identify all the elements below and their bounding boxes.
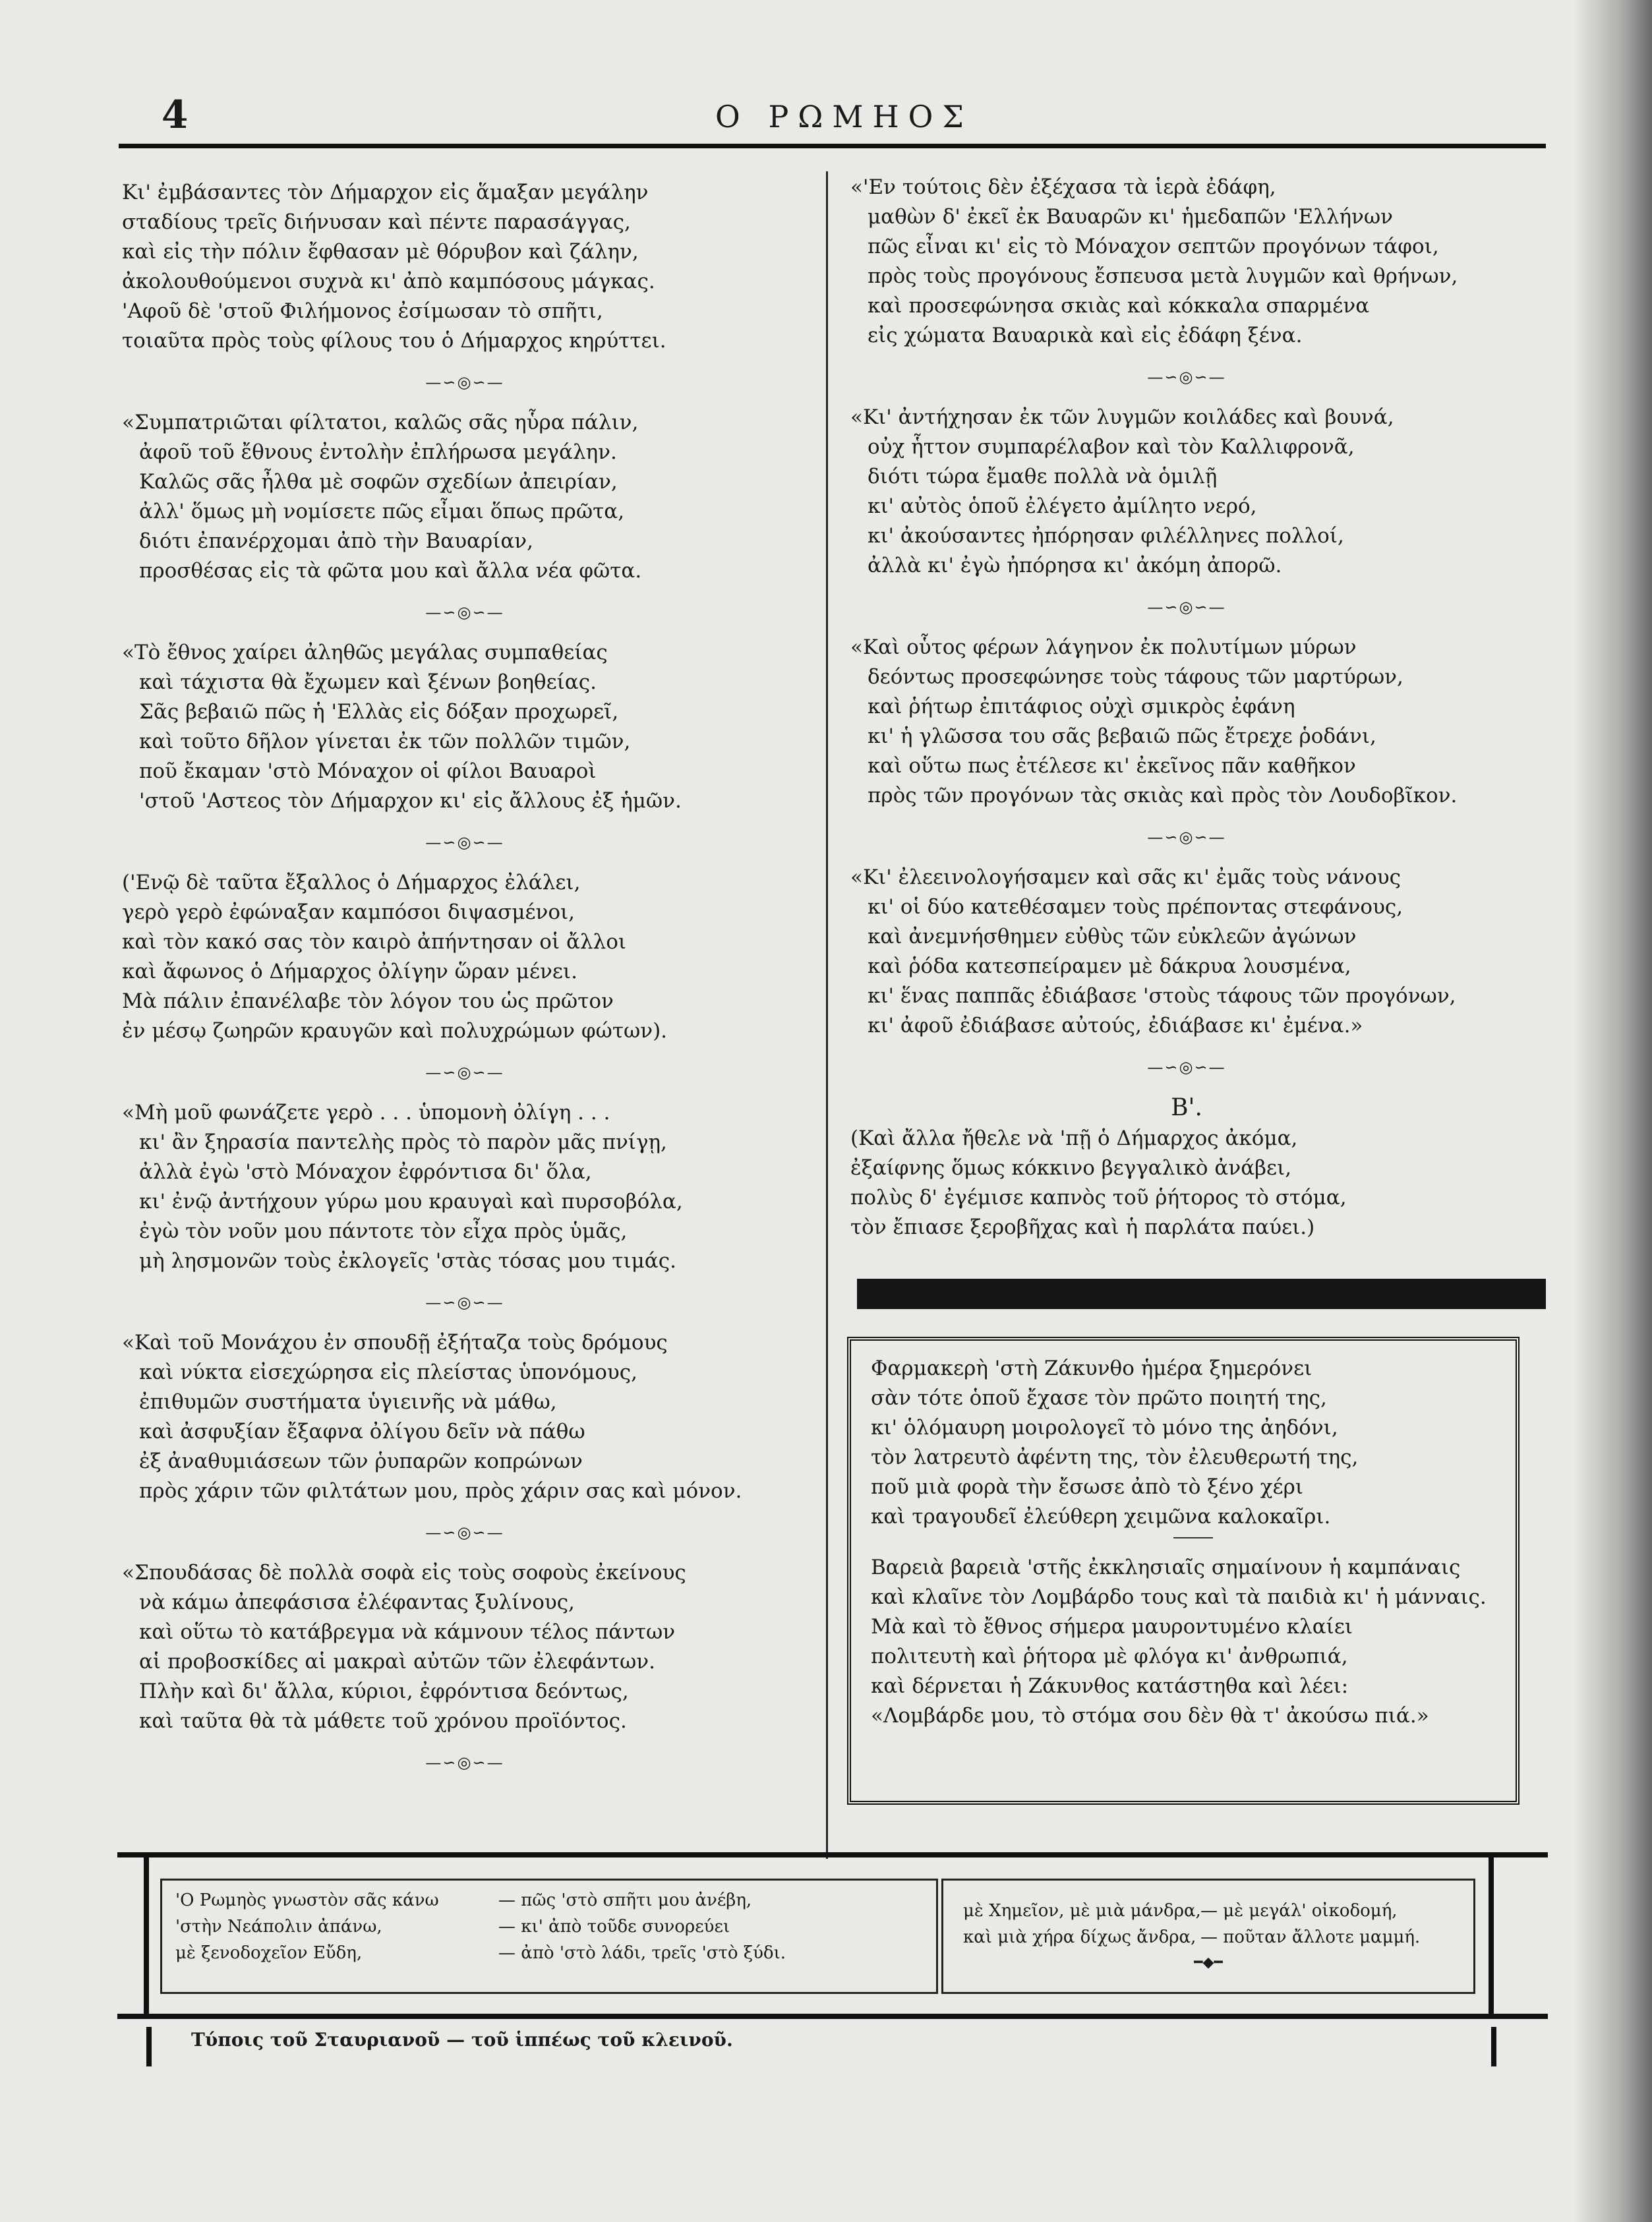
ad-text: — μὲ μεγάλ' οἰκοδομή, <box>1200 1901 1398 1921</box>
verse-line: ποῦ ἔκαμαν 'στὸ Μόναχον οἱ φίλοι Βαυαροὶ <box>139 759 597 783</box>
verse-line: καὶ ῥόδα κατεσπείραμεν μὲ δάκρυα λουσμένα, <box>868 954 1351 978</box>
verse-line: πολιτευτὴ καὶ ῥήτορα μὲ φλόγα κι' ἀνθρωπιά, <box>871 1645 1348 1668</box>
section-ornament: —∽◎∽— <box>1147 828 1226 846</box>
masthead-title: Ο ΡΩΜΗΟΣ <box>715 99 973 134</box>
stanza <box>122 638 808 816</box>
verse-line: «Συμπατριῶται φίλτατοι, καλῶς σᾶς ηὗρα πάλιν, <box>122 411 639 434</box>
section-ornament: —∽◎∽— <box>425 373 504 392</box>
verse-line: 'Αφοῦ δὲ 'στοῦ Φιλήμονος ἐσίμωσαν τὸ σπῆτι, <box>122 299 603 323</box>
advertisement-left <box>160 1879 938 1994</box>
verse-line: Σᾶς βεβαιῶ πῶς ἡ 'Ελλὰς εἰς δόξαν προχωρεῖ, <box>139 700 619 724</box>
section-ornament: —∽◎∽— <box>425 833 504 852</box>
section-ornament: —∽◎∽— <box>425 1293 504 1312</box>
verse-line: πρὸς χάριν τῶν φιλτάτων μου, πρὸς χάριν σας καὶ μόνον. <box>139 1479 742 1503</box>
verse-line: Φαρμακερὴ 'στὴ Ζάκυνθο ἡμέρα ξημερόνει <box>871 1357 1313 1380</box>
verse-line: καὶ τὸν κακό σας τὸν καιρὸ ἀπήντησαν οἱ ἄλλοι <box>122 930 627 954</box>
ad-row <box>175 1940 936 1966</box>
verse-line: καὶ οὕτω τὸ κατάβρεγμα νὰ κάμνουν τέλος πάντων <box>139 1620 676 1644</box>
printer-imprint: Τύποις τοῦ Σταυριανοῦ — τοῦ ἱππέως τοῦ κλεινοῦ. <box>191 2029 733 2051</box>
verse-line: καὶ κλαῖνε τὸν Λομβάρδο τους καὶ τὰ παιδιὰ κι' ἡ μάνναις. <box>871 1585 1487 1609</box>
verse-line: καὶ εἰς τὴν πόλιν ἔφθασαν μὲ θόρυβον καὶ ζάλην, <box>122 240 639 264</box>
verse-line: Πλὴν καὶ δι' ἄλλα, κύριοι, ἐφρόντισα δεόντως, <box>139 1680 629 1703</box>
footer-rule <box>1491 2027 1496 2066</box>
verse-line: καὶ ἄφωνος ὁ Δήμαρχος ὀλίγην ὥραν μένει. <box>122 960 577 983</box>
verse-line: «Καὶ τοῦ Μονάχου ἐν σπουδῇ ἐξήταζα τοὺς δρόμους <box>122 1331 668 1355</box>
verse-line: τοιαῦτα πρὸς τοὺς φίλους του ὁ Δήμαρχος κηρύττει. <box>122 329 666 353</box>
verse-line: (Καὶ ἄλλα ἤθελε νὰ 'πῇ ὁ Δήμαρχος ἀκόμα, <box>850 1126 1298 1150</box>
verse-line: διότι τώρα ἔμαθε πολλὰ νὰ ὁμιλῇ <box>868 465 1218 488</box>
verse-line: κι' αὐτὸς ὁποῦ ἐλέγετο ἀμίλητο νερό, <box>868 494 1257 518</box>
ad-ornament: ━◆━ <box>1194 1954 1223 1971</box>
verse-line: καὶ ῥήτωρ ἐπιτάφιος οὐχὶ σμικρὸς ἐφάνη <box>868 695 1295 718</box>
verse-line: καὶ ταῦτα θὰ τὰ μάθετε τοῦ χρόνου προϊόντος. <box>139 1709 627 1733</box>
verse-line: ('Ενῷ δὲ ταῦτα ἔξαλλος ὁ Δήμαρχος ἐλάλει, <box>122 871 581 894</box>
closing-stanza <box>850 1124 1523 1243</box>
verse-line: πρὸς τῶν προγόνων τὰς σκιὰς καὶ πρὸς τὸν Λουδοβῖκον. <box>868 784 1458 807</box>
verse-line: «Τὸ ἔθνος χαίρει ἀληθῶς μεγάλας συμπαθείας <box>122 641 608 664</box>
verse-line: Κι' ἐμβάσαντες τὸν Δήμαρχον εἰς ἅμαξαν μεγάλην <box>122 181 649 204</box>
advertisement-right <box>941 1879 1475 1994</box>
stanza <box>122 868 808 1046</box>
verse-line: αἱ προβοσκίδες αἱ μακραὶ αὐτῶν τῶν ἐλεφάντων. <box>139 1650 655 1674</box>
boxed-poem <box>847 1337 1519 1805</box>
verse-line: κι' ἀκούσαντες ἠπόρησαν φιλέλληνες πολλοί, <box>868 524 1344 548</box>
section-ornament: —∽◎∽— <box>1147 368 1226 386</box>
verse-line: μὴ λησμονῶν τοὺς ἐκλογεῖς 'στὰς τόσας μου τιμάς. <box>139 1249 676 1273</box>
verse-line: κι' ἀφοῦ ἐδιάβασε αὐτούς, ἐδιάβασε κι' ἐμένα.» <box>868 1014 1363 1038</box>
verse-line: ἐπιθυμῶν συστήματα ὑγιεινῆς νὰ μάθω, <box>139 1390 557 1414</box>
verse-line: κι' ἂν ξηρασία παντελὴς πρὸς τὸ παρὸν μᾶς πνίγῃ, <box>139 1130 667 1154</box>
section-ornament: —∽◎∽— <box>425 1523 504 1542</box>
verse-line: καὶ τάχιστα θὰ ἔχωμεν καὶ ξένων βοηθείας. <box>139 670 597 694</box>
verse-line: καὶ ἀνεμνήσθημεν εὐθὺς τῶν εὐκλεῶν ἀγώνων <box>868 925 1357 949</box>
stanza <box>850 863 1523 1041</box>
verse-line: διότι ἐπανέρχομαι ἀπὸ τὴν Βαυαρίαν, <box>139 529 534 553</box>
verse-line: καὶ νύκτα εἰσεχώρησα εἰς πλείστας ὑπονόμους, <box>139 1360 637 1384</box>
verse-line: εἰς χώματα Βαυαρικὰ καὶ εἰς ἐδάφη ξένα. <box>868 324 1303 347</box>
verse-line: κι' οἱ δύο κατεθέσαμεν τοὺς πρέποντας στεφάνους, <box>868 895 1403 919</box>
verse-line: ἐν μέσῳ ζωηρῶν κραυγῶν καὶ πολυχρώμων φώτων). <box>122 1019 668 1043</box>
verse-line: γερὸ γερὸ ἐφώναξαν καμπόσοι διψασμένοι, <box>122 900 575 924</box>
verse-line: Μὰ πάλιν ἐπανέλαβε τὸν λόγον του ὡς πρῶτον <box>122 989 614 1013</box>
verse-line: «'Εν τούτοις δὲν ἐξέχασα τὰ ἱερὰ ἐδάφη, <box>850 175 1276 199</box>
verse-line: κι' ἕνας παππᾶς ἐδιάβασε 'στοὺς τάφους τῶν προγόνων, <box>868 984 1456 1008</box>
verse-line: κι' ὁλόμαυρη μοιρολογεῖ τὸ μόνο της ἀηδόνι, <box>871 1416 1338 1440</box>
ad-text: — κι' ἀπὸ τοῦδε συνορεύει <box>498 1917 730 1937</box>
ad-text: — πῶς 'στὸ σπῆτι μου ἀνέβη, <box>498 1890 752 1910</box>
verse-line: ἀλλὰ ἐγὼ 'στὸ Μόναχον ἐφρόντισα δι' ὅλα, <box>139 1160 592 1184</box>
verse-line: Καλῶς σᾶς ἦλθα μὲ σοφῶν σχεδίων ἀπειρίαν, <box>139 470 618 494</box>
verse-line: οὐχ ἧττον συμπαρέλαβον καὶ τὸν Καλλιφρονᾶ, <box>868 435 1355 459</box>
verse-line: τὸν λατρευτὸ ἀφέντη της, τὸν ἐλευθερωτή της, <box>871 1446 1359 1469</box>
verse-line: ἀφοῦ τοῦ ἔθνους ἐντολὴν ἐπλήρωσα μεγάλην. <box>139 440 617 464</box>
stanza <box>122 1098 808 1276</box>
ad-text: 'στὴν Νεάπολιν ἀπάνω, <box>175 1917 382 1937</box>
ad-text: — ἀπὸ 'στὸ λάδι, τρεῖς 'στὸ ξύδι. <box>498 1943 786 1963</box>
verse-line: Μὰ καὶ τὸ ἔθνος σήμερα μαυροντυμένο κλαίει <box>871 1615 1353 1639</box>
section-ornament: —∽◎∽— <box>425 603 504 622</box>
verse-line: 'στοῦ 'Αστεος τὸν Δήμαρχον κι' εἰς ἄλλους ἐξ ἡμῶν. <box>139 789 682 813</box>
verse-line: κι' ἡ γλῶσσα του σᾶς βεβαιῶ πῶς ἔτρεχε ῥοδάνι, <box>868 724 1376 748</box>
advertisement-frame <box>117 1852 1548 2037</box>
verse-line: καὶ οὕτω πως ἐτέλεσε κι' ἐκεῖνος πᾶν καθῆκον <box>868 754 1356 778</box>
verse-line: ἐξαίφνης ὅμως κόκκινο βεγγαλικὸ ἀνάβει, <box>850 1156 1292 1180</box>
section-ornament: —∽◎∽— <box>425 1063 504 1082</box>
stanza <box>122 1558 808 1736</box>
stanza <box>122 1328 808 1506</box>
stanza <box>850 633 1523 811</box>
verse-line: Βαρειὰ βαρειὰ 'στῆς ἐκκλησιαῖς σημαίνουν ἡ καμπάναις <box>871 1556 1461 1579</box>
page-number: 4 <box>162 92 189 137</box>
ad-row <box>963 1898 1473 1924</box>
verse-line: καὶ δέρνεται ἡ Ζάκυνθος κατάστηθα καὶ λέει: <box>871 1674 1349 1698</box>
verse-line: ἐξ ἀναθυμιάσεων τῶν ῥυπαρῶν κοπρώνων <box>139 1449 583 1473</box>
frame-rule <box>1489 1852 1494 2019</box>
ad-row <box>175 1887 936 1914</box>
verse-line: νὰ κάμω ἀπεφάσισα ἐλέφαντας ξυλίνους, <box>139 1591 575 1614</box>
stanza <box>122 178 808 356</box>
verse-line: καὶ ἀσφυξίαν ἔξαφνα ὀλίγου δεῖν νὰ πάθω <box>139 1420 585 1444</box>
verse-line: μαθὼν δ' ἐκεῖ ἐκ Βαυαρῶν κι' ἡμεδαπῶν 'Ελλήνων <box>868 205 1394 229</box>
verse-line: «Μὴ μοῦ φωνάζετε γερὸ . . . ὑπομονὴ ὀλίγη . . . <box>122 1101 610 1125</box>
stanza <box>122 408 808 586</box>
part-heading: Β'. <box>1171 1094 1202 1121</box>
verse-line: καὶ προσεφώνησα σκιὰς καὶ κόκκαλα σπαρμένα <box>868 294 1370 318</box>
verse-line: πρὸς τοὺς προγόνους ἔσπευσα μετὰ λυγμῶν καὶ θρήνων, <box>868 264 1458 288</box>
footer-rule <box>146 2027 152 2066</box>
verse-line: «Κι' ἀντήχησαν ἐκ τῶν λυγμῶν κοιλάδες καὶ βουνά, <box>850 405 1394 429</box>
verse-line: κι' ἐνῷ ἀντήχουν γύρω μου κραυγαὶ καὶ πυρσοβόλα, <box>139 1190 683 1213</box>
verse-line: πολὺς δ' ἐγέμισε καπνὸς τοῦ ῥήτορος τὸ στόμα, <box>850 1186 1347 1210</box>
verse-line: ἐγὼ τὸν νοῦν μου πάντοτε τὸν εἶχα πρὸς ὑμᾶς, <box>139 1219 628 1243</box>
frame-rule <box>144 1852 149 2019</box>
section-ornament: —∽◎∽— <box>1147 598 1226 616</box>
header-rule <box>119 144 1546 148</box>
stanza <box>850 403 1523 581</box>
page-edge-shadow <box>1573 0 1652 2222</box>
frame-rule <box>117 1852 1548 1857</box>
verse-line: «Καὶ οὗτος φέρων λάγηνον ἐκ πολυτίμων μύρων <box>850 635 1357 659</box>
verse-line: προσθέσας εἰς τὰ φῶτα μου καὶ ἄλλα νέα φῶτα. <box>139 559 642 583</box>
verse-line: σὰν τότε ὁποῦ ἔχασε τὸν πρῶτο ποιητή της, <box>871 1386 1327 1410</box>
verse-line: καὶ τραγουδεῖ ἐλεύθερη χειμῶνα καλοκαῖρι. <box>871 1505 1331 1529</box>
ad-row <box>175 1914 936 1940</box>
column-divider <box>826 171 828 1859</box>
verse-line: σταδίους τρεῖς διήνυσαν καὶ πέντε παρασάγγας, <box>122 210 631 234</box>
ad-text: 'Ο Ρωμηὸς γνωστὸν σᾶς κάνω <box>175 1890 439 1910</box>
verse-line: «Λομβάρδε μου, τὸ στόμα σου δὲν θὰ τ' ἀκούσω πιά.» <box>871 1704 1429 1728</box>
verse-line: τὸν ἔπιασε ξεροβῆχας καὶ ἡ παρλάτα παύει.) <box>850 1215 1315 1239</box>
right-column <box>850 173 1523 1254</box>
ad-row <box>963 1924 1473 1950</box>
verse-line: ἀλλ' ὅμως μὴ νομίσετε πῶς εἶμαι ὅπως πρῶτα, <box>139 500 625 523</box>
verse-line: ἀκολουθούμενοι συχνὰ κι' ἀπὸ καμπόσους μάγκας. <box>122 270 655 293</box>
verse-line: δεόντως προσεφώνησε τοὺς τάφους τῶν μαρτύρων, <box>868 665 1403 689</box>
verse-line: «Σπουδάσας δὲ πολλὰ σοφὰ εἰς τοὺς σοφοὺς ἐκείνους <box>122 1561 686 1585</box>
ad-text: — ποῦταν ἄλλοτε μαμμή. <box>1200 1927 1421 1947</box>
verse-line: ποῦ μιὰ φορὰ τὴν ἔσωσε ἀπὸ τὸ ξένο χέρι <box>871 1475 1303 1499</box>
verse-line: καὶ τοῦτο δῆλον γίνεται ἐκ τῶν πολλῶν τιμῶν, <box>139 730 631 753</box>
verse-line: ἀλλὰ κι' ἐγὼ ἠπόρησα κι' ἀκόμη ἀπορῶ. <box>868 554 1282 577</box>
verse-line: πῶς εἶναι κι' εἰς τὸ Μόναχον σεπτῶν προγόνων τάφοι, <box>868 235 1439 258</box>
stanza <box>850 173 1523 351</box>
ad-text: καὶ μιὰ χήρα δίχως ἄνδρα, <box>963 1927 1196 1947</box>
ad-text: μὲ Χημεῖον, μὲ μιὰ μάνδρα, <box>963 1901 1201 1921</box>
ad-text: μὲ ξενοδοχεῖον Εὔδη, <box>175 1943 363 1963</box>
section-ornament: —∽◎∽— <box>1147 1058 1226 1076</box>
frame-rule <box>117 2014 1548 2019</box>
section-ornament: —∽◎∽— <box>425 1753 504 1772</box>
section-divider-bar <box>857 1279 1546 1309</box>
left-column <box>122 178 808 1788</box>
verse-line: «Κι' ἐλεεινολογήσαμεν καὶ σᾶς κι' ἐμᾶς τοὺς νάνους <box>850 865 1401 889</box>
box-separator <box>1173 1537 1213 1538</box>
